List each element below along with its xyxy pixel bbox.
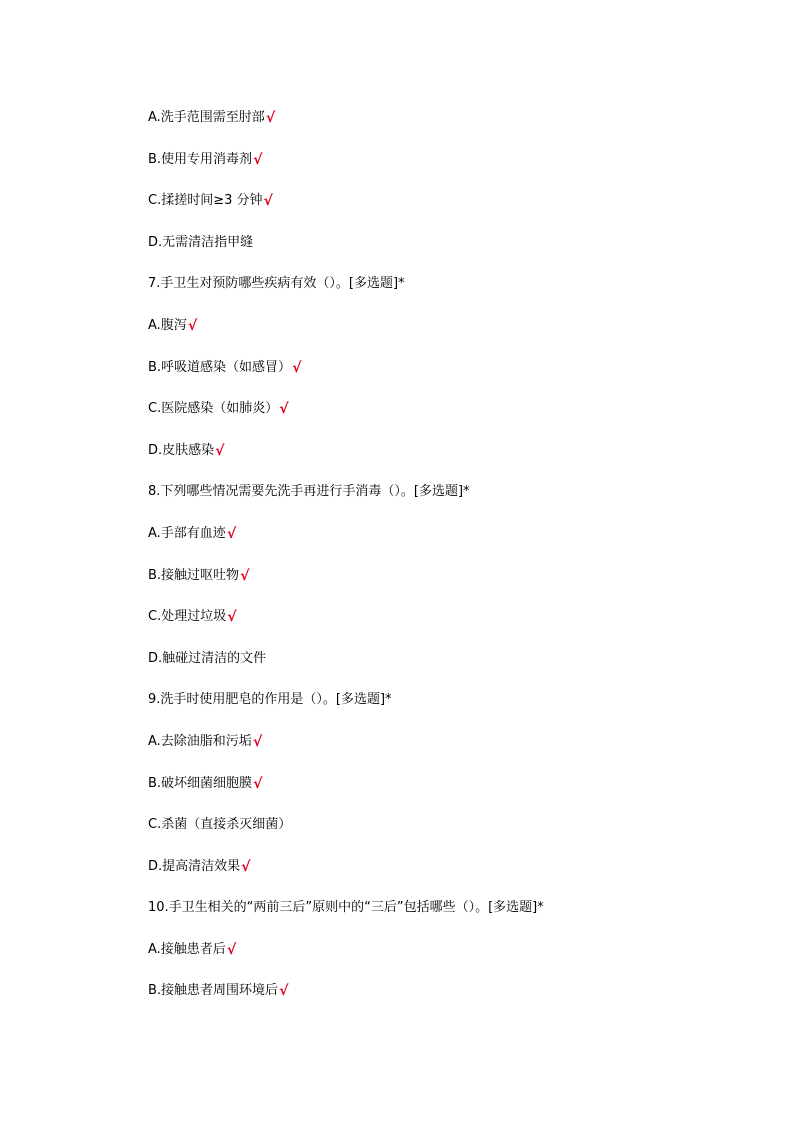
option-line [148,645,748,687]
check-mark-icon: √ [252,733,263,750]
check-mark-icon: √ [227,609,237,626]
option-label: A.接触患者后 [148,941,226,957]
option-label: B.接触患者周围环境后 [148,983,279,999]
option-label: D.触碰过清洁的文件 [148,650,267,666]
option-label: B.呼吸道感染（如感冒） [148,359,292,375]
option-label: C.处理过垃圾 [148,609,227,625]
option-line [148,354,748,396]
option-label: A.去除油脂和污垢 [148,733,252,749]
check-mark-icon: √ [241,858,251,875]
option-label: C.医院感染（如肺炎） [148,401,279,417]
option-line [148,187,748,229]
check-mark-icon: √ [187,317,198,334]
option-line [148,520,748,562]
option-line [148,229,748,271]
question-label: 7.手卫生对预防哪些疾病有效（）。[多选题]* [148,276,405,292]
option-label: A.洗手范围需至肘部 [148,110,265,125]
check-mark-icon: √ [253,775,263,792]
option-label: B.使用专用消毒剂 [148,151,253,167]
option-line [148,977,748,1019]
option-line [148,811,748,853]
question-label: 9.洗手时使用肥皂的作用是（）。[多选题]* [148,692,392,708]
question-text [148,894,748,936]
option-label: A.腹泻 [148,317,187,333]
option-label: D.无需清洁指甲缝 [148,234,254,250]
option-line [148,395,748,437]
check-mark-icon: √ [226,941,237,958]
question-list [148,104,748,1019]
check-mark-icon: √ [265,110,276,126]
option-line [148,312,748,354]
option-label: D.皮肤感染 [148,442,215,458]
option-label: C.杀菌（直接杀灭细菌） [148,817,292,833]
option-line [148,853,748,895]
option-line [148,728,748,770]
check-mark-icon: √ [253,151,263,168]
option-line [148,146,748,188]
option-line [148,104,748,146]
check-mark-icon: √ [279,401,289,418]
option-label: A.手部有血迹 [148,525,226,541]
question-text [148,270,748,312]
check-mark-icon: √ [226,525,237,542]
option-line [148,437,748,479]
option-label: D.提高清洁效果 [148,858,241,874]
option-label: B.破坏细菌细胞膜 [148,775,253,791]
check-mark-icon: √ [263,193,273,210]
question-label: 8.下列哪些情况需要先洗手再进行手消毒（）。[多选题]* [148,484,470,500]
check-mark-icon: √ [292,359,302,376]
option-line [148,936,748,978]
question-text [148,478,748,520]
question-text [148,686,748,728]
option-line [148,562,748,604]
check-mark-icon: √ [215,442,225,459]
check-mark-icon: √ [240,567,250,584]
option-line [148,603,748,645]
option-line [148,770,748,812]
question-label: 10.手卫生相关的“两前三后”原则中的“三后”包括哪些（）。[多选题]* [148,900,544,916]
check-mark-icon: √ [279,983,289,1000]
option-label: C.揉搓时间≥3 分钟 [148,193,263,209]
option-label: B.接触过呕吐物 [148,567,240,583]
